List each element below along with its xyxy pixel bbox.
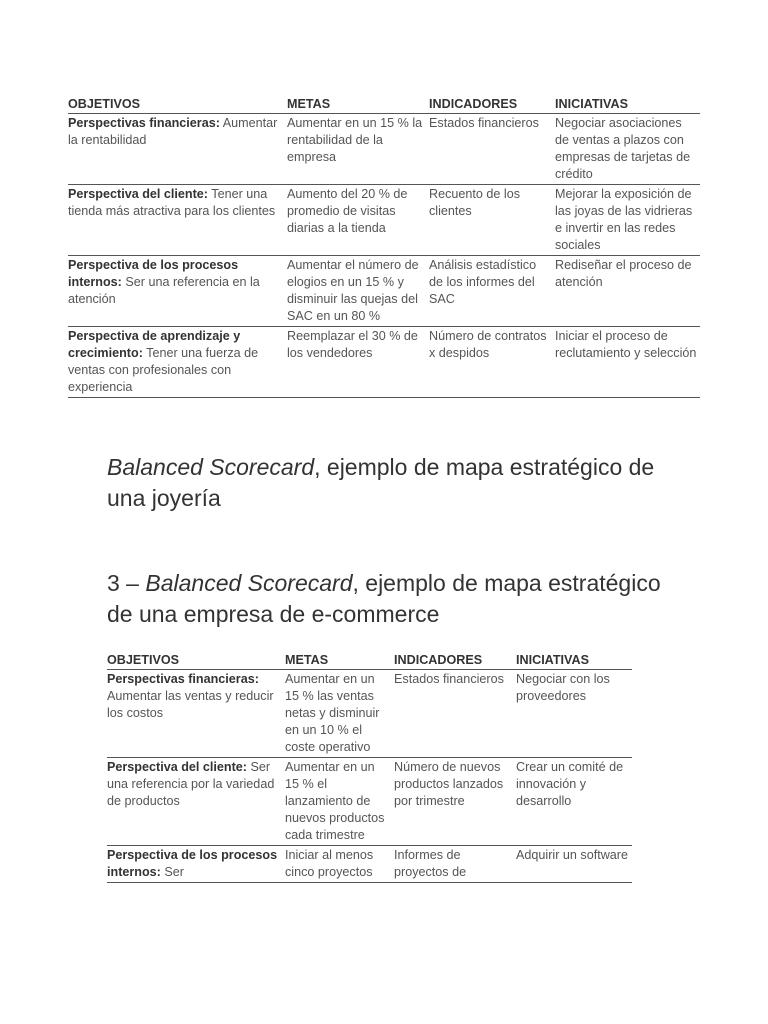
header-iniciativas: INICIATIVAS: [555, 94, 700, 114]
objective-text: Ser: [160, 865, 184, 879]
objective-text: Aumentar las ventas y reducir los costos: [107, 689, 274, 720]
table-header-row: [107, 650, 632, 670]
caption-text: , ejemplo de mapa estratégico de una joyería: [107, 454, 655, 511]
objective-text: Ser una referencia por la variedad de productos: [107, 760, 275, 808]
indicador-cell: Estados financieros: [394, 670, 516, 758]
meta-cell: Iniciar al menos cinco proyectos: [285, 846, 394, 883]
perspective-label: Perspectiva de los procesos internos:: [68, 258, 239, 289]
header-objetivos: OBJETIVOS: [68, 94, 287, 114]
indicador-cell: Número de nuevos productos lanzados por trimestre: [394, 758, 516, 846]
objetivo-cell: [107, 758, 285, 846]
table-row: [68, 185, 700, 256]
meta-cell: Aumentar en un 15 % la rentabilidad de la empresa: [287, 114, 429, 185]
iniciativa-cell: Iniciar el proceso de reclutamiento y selección: [555, 327, 700, 398]
objetivo-cell: [107, 670, 285, 758]
meta-cell: Aumento del 20 % de promedio de visitas diarias a la tienda: [287, 185, 429, 256]
header-objetivos: OBJETIVOS: [107, 650, 285, 670]
iniciativa-cell: Negociar asociaciones de ventas a plazos con empresas de tarjetas de crédito: [555, 114, 700, 185]
caption-jewelry-scorecard: [107, 452, 667, 514]
meta-cell: Aumentar en un 15 % las ventas netas y disminuir en un 10 % el coste operativo: [285, 670, 394, 758]
objective-text: Ser una referencia en la atención: [68, 275, 260, 306]
header-metas: METAS: [285, 650, 394, 670]
table-row: [107, 846, 632, 883]
table-row: [68, 114, 700, 185]
objetivo-cell: [68, 327, 287, 398]
section-text: , ejemplo de mapa estratégico de una empresa de e-commerce: [107, 570, 661, 627]
indicador-cell: Estados financieros: [429, 114, 555, 185]
iniciativa-cell: Mejorar la exposición de las joyas de las vidrieras e invertir en las redes sociales: [555, 185, 700, 256]
objetivo-cell: [107, 846, 285, 883]
perspective-label: Perspectiva del cliente:: [68, 187, 208, 201]
header-iniciativas: INICIATIVAS: [516, 650, 632, 670]
perspective-label: Perspectiva del cliente:: [107, 760, 247, 774]
table-row: [107, 670, 632, 758]
scorecard-table-ecommerce: [107, 650, 632, 883]
table-header-row: [68, 94, 700, 114]
meta-cell: Reemplazar el 30 % de los vendedores: [287, 327, 429, 398]
perspective-label: Perspectivas financieras:: [107, 672, 259, 686]
section-number: 3 –: [107, 570, 146, 596]
section-title-ecommerce: [107, 568, 687, 630]
objetivo-cell: [68, 114, 287, 185]
header-indicadores: INDICADORES: [429, 94, 555, 114]
table-row: [68, 256, 700, 327]
scorecard-table-jewelry: [68, 94, 700, 398]
indicador-cell: Análisis estadístico de los informes del SAC: [429, 256, 555, 327]
meta-cell: Aumentar en un 15 % el lanzamiento de nuevos productos cada trimestre: [285, 758, 394, 846]
objective-text: Tener una tienda más atractiva para los clientes: [68, 187, 276, 218]
perspective-label: Perspectiva de aprendizaje y crecimiento:: [68, 329, 241, 360]
objetivo-cell: [68, 185, 287, 256]
table-row: [68, 327, 700, 398]
meta-cell: Aumentar el número de elogios en un 15 % y disminuir las quejas del SAC en un 80 %: [287, 256, 429, 327]
header-metas: METAS: [287, 94, 429, 114]
iniciativa-cell: Adquirir un software: [516, 846, 632, 883]
iniciativa-cell: Crear un comité de innovación y desarrollo: [516, 758, 632, 846]
table-row: [107, 758, 632, 846]
indicador-cell: Informes de proyectos de: [394, 846, 516, 883]
objective-text: Tener una fuerza de ventas con profesionales con experiencia: [68, 346, 259, 394]
indicador-cell: Recuento de los clientes: [429, 185, 555, 256]
objetivo-cell: [68, 256, 287, 327]
section-italic: Balanced Scorecard: [145, 570, 353, 596]
perspective-label: Perspectivas financieras:: [68, 116, 220, 130]
objective-text: Aumentar la rentabilidad: [68, 116, 278, 147]
iniciativa-cell: Rediseñar el proceso de atención: [555, 256, 700, 327]
indicador-cell: Número de contratos x despidos: [429, 327, 555, 398]
perspective-label: Perspectiva de los procesos internos:: [107, 848, 278, 879]
caption-italic: Balanced Scorecard: [107, 454, 315, 480]
header-indicadores: INDICADORES: [394, 650, 516, 670]
iniciativa-cell: Negociar con los proveedores: [516, 670, 632, 758]
